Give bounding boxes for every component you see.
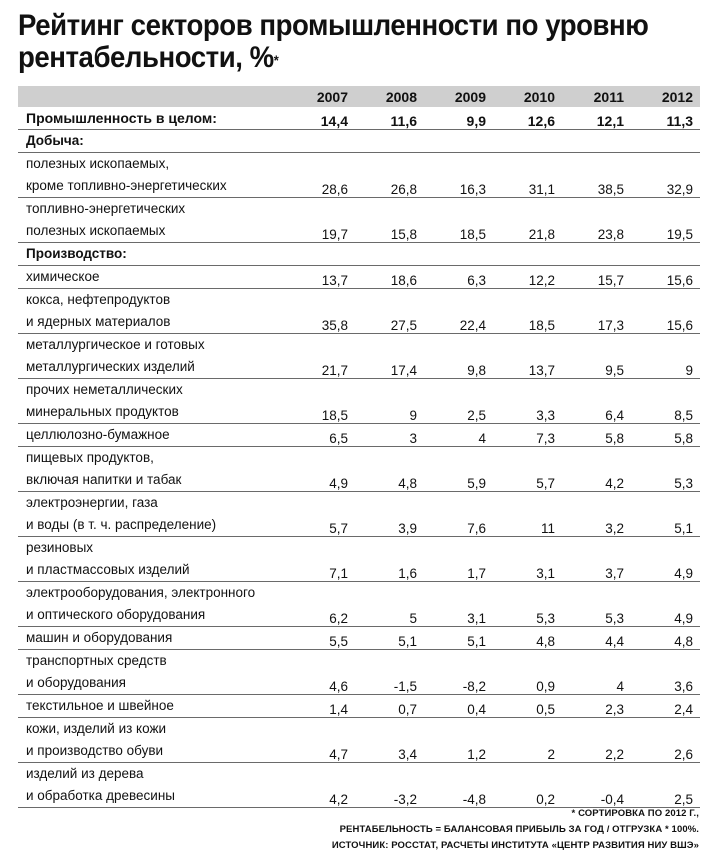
- row-label: [18, 379, 286, 424]
- value-cell-2008: 17,4: [355, 334, 424, 379]
- table-header-row: [18, 86, 700, 107]
- value-cell-2008: 18,6: [355, 266, 424, 289]
- value-cell-2008: 11,6: [355, 107, 424, 130]
- table-row: [18, 198, 700, 243]
- value-cell-2011: 38,5: [562, 153, 631, 198]
- value-cell-2011: 4: [562, 650, 631, 695]
- profitability-table: [18, 86, 700, 808]
- row-label-line: металлургических изделий: [26, 359, 195, 374]
- header-year: 2007: [286, 86, 355, 107]
- page-title: [18, 10, 653, 74]
- value-cell-2012: 2,6: [631, 718, 700, 763]
- value-cell-2010: 2: [493, 718, 562, 763]
- value-cell-2007: 21,7: [286, 334, 355, 379]
- row-label-line: топливно-энергетических: [26, 201, 186, 216]
- value-cell-2008: -3,2: [355, 763, 424, 808]
- value-cell-2011: 3,7: [562, 537, 631, 582]
- value-cell-2007: 13,7: [286, 266, 355, 289]
- value-cell-2010: 3,1: [493, 537, 562, 582]
- value-cell-2007: 5,5: [286, 627, 355, 650]
- row-label: [18, 492, 286, 537]
- row-label-line: Добыча:: [26, 133, 84, 148]
- row-label: [18, 695, 286, 718]
- value-cell-2009: 1,2: [424, 718, 493, 763]
- table-row: [18, 107, 700, 130]
- value-cell-2009: 6,3: [424, 266, 493, 289]
- value-cell-2012: 5,8: [631, 424, 700, 447]
- value-cell-2010: 5,3: [493, 582, 562, 627]
- value-cell-2012: 5,3: [631, 447, 700, 492]
- header-year: 2010: [493, 86, 562, 107]
- value-cell-2007: [286, 130, 355, 153]
- value-cell-2007: 4,6: [286, 650, 355, 695]
- value-cell-2012: [631, 130, 700, 153]
- value-cell-2010: 18,5: [493, 289, 562, 334]
- row-label: [18, 650, 286, 695]
- value-cell-2012: 11,3: [631, 107, 700, 130]
- value-cell-2010: 21,8: [493, 198, 562, 243]
- value-cell-2011: 2,2: [562, 718, 631, 763]
- row-label-line: машин и оборудования: [26, 630, 173, 645]
- value-cell-2012: 2,5: [631, 763, 700, 808]
- row-label: [18, 763, 286, 808]
- footnote-source: ИСТОЧНИК: РОССТАТ, РАСЧЕТЫ ИНСТИТУТА «ЦЕНТР РАЗВИТИЯ НИУ ВШЭ»: [331, 840, 699, 851]
- value-cell-2008: 3: [355, 424, 424, 447]
- row-label-line: полезных ископаемых,: [26, 156, 170, 171]
- value-cell-2008: 5: [355, 582, 424, 627]
- value-cell-2010: 3,3: [493, 379, 562, 424]
- row-label: [18, 289, 286, 334]
- row-label: [18, 130, 286, 153]
- value-cell-2007: 4,7: [286, 718, 355, 763]
- value-cell-2010: 4,8: [493, 627, 562, 650]
- value-cell-2007: 7,1: [286, 537, 355, 582]
- value-cell-2008: 5,1: [355, 627, 424, 650]
- row-label-line: полезных ископаемых: [26, 223, 166, 238]
- row-label-line: кожи, изделий из кожи: [26, 721, 167, 736]
- table-row: [18, 266, 700, 289]
- value-cell-2008: 9: [355, 379, 424, 424]
- header-label-cell: [18, 86, 286, 107]
- value-cell-2007: 18,5: [286, 379, 355, 424]
- value-cell-2007: 28,6: [286, 153, 355, 198]
- row-label-line: целлюлозно-бумажное: [26, 427, 170, 442]
- header-year: 2011: [562, 86, 631, 107]
- value-cell-2010: 13,7: [493, 334, 562, 379]
- value-cell-2010: 5,7: [493, 447, 562, 492]
- value-cell-2012: 19,5: [631, 198, 700, 243]
- value-cell-2011: [562, 243, 631, 266]
- value-cell-2011: 9,5: [562, 334, 631, 379]
- value-cell-2010: 12,6: [493, 107, 562, 130]
- value-cell-2012: 32,9: [631, 153, 700, 198]
- row-label-line: включая напитки и табак: [26, 472, 182, 487]
- value-cell-2012: 9: [631, 334, 700, 379]
- value-cell-2009: 18,5: [424, 198, 493, 243]
- value-cell-2008: 3,4: [355, 718, 424, 763]
- value-cell-2011: 6,4: [562, 379, 631, 424]
- row-label-line: электроэнергии, газа: [26, 495, 158, 510]
- row-label-line: и производство обуви: [26, 743, 164, 758]
- value-cell-2009: 9,8: [424, 334, 493, 379]
- value-cell-2009: 5,9: [424, 447, 493, 492]
- value-cell-2011: 5,8: [562, 424, 631, 447]
- value-cell-2008: 3,9: [355, 492, 424, 537]
- value-cell-2010: 0,2: [493, 763, 562, 808]
- value-cell-2009: 3,1: [424, 582, 493, 627]
- row-label-line: Производство:: [26, 246, 127, 261]
- table-row: [18, 718, 700, 763]
- row-label-line: и обработка древесины: [26, 788, 176, 803]
- value-cell-2011: 15,7: [562, 266, 631, 289]
- value-cell-2009: 1,7: [424, 537, 493, 582]
- row-label-line: кокса, нефтепродуктов: [26, 292, 171, 307]
- value-cell-2008: 4,8: [355, 447, 424, 492]
- row-label-line: и воды (в т. ч. распределение): [26, 517, 217, 532]
- value-cell-2008: 15,8: [355, 198, 424, 243]
- row-label-line: резиновых: [26, 540, 94, 555]
- value-cell-2012: 15,6: [631, 266, 700, 289]
- row-label-line: изделий из дерева: [26, 766, 144, 781]
- row-label-line: и пластмассовых изделий: [26, 562, 190, 577]
- value-cell-2009: 0,4: [424, 695, 493, 718]
- value-cell-2011: 23,8: [562, 198, 631, 243]
- row-label: [18, 718, 286, 763]
- row-label-line: транспортных средств: [26, 653, 167, 668]
- value-cell-2011: 4,2: [562, 447, 631, 492]
- table-row: [18, 153, 700, 198]
- title-line-2: рентабельности, %: [18, 41, 274, 74]
- value-cell-2011: 2,3: [562, 695, 631, 718]
- value-cell-2008: -1,5: [355, 650, 424, 695]
- value-cell-2009: 2,5: [424, 379, 493, 424]
- title-footnote-mark: *: [273, 52, 279, 68]
- row-label-line: минеральных продуктов: [26, 404, 179, 419]
- table-row: [18, 492, 700, 537]
- value-cell-2010: 31,1: [493, 153, 562, 198]
- value-cell-2008: 0,7: [355, 695, 424, 718]
- row-label-line: химическое: [26, 269, 100, 284]
- table-body: [18, 107, 700, 808]
- row-label: [18, 582, 286, 627]
- value-cell-2011: 17,3: [562, 289, 631, 334]
- value-cell-2008: [355, 130, 424, 153]
- value-cell-2012: 3,6: [631, 650, 700, 695]
- row-label: [18, 243, 286, 266]
- value-cell-2007: 4,9: [286, 447, 355, 492]
- value-cell-2012: 4,9: [631, 582, 700, 627]
- value-cell-2012: 4,9: [631, 537, 700, 582]
- table-row: [18, 289, 700, 334]
- value-cell-2011: -0,4: [562, 763, 631, 808]
- value-cell-2012: 4,8: [631, 627, 700, 650]
- row-label-line: металлургическое и готовых: [26, 337, 205, 352]
- row-label: [18, 153, 286, 198]
- table-row: [18, 582, 700, 627]
- table-row: [18, 650, 700, 695]
- row-label-line: и оптического оборудования: [26, 607, 206, 622]
- header-year: 2008: [355, 86, 424, 107]
- value-cell-2007: 6,5: [286, 424, 355, 447]
- value-cell-2012: 2,4: [631, 695, 700, 718]
- value-cell-2009: 16,3: [424, 153, 493, 198]
- row-label: [18, 424, 286, 447]
- table-row: [18, 379, 700, 424]
- value-cell-2007: 5,7: [286, 492, 355, 537]
- value-cell-2010: 0,9: [493, 650, 562, 695]
- value-cell-2009: -4,8: [424, 763, 493, 808]
- table-row: [18, 447, 700, 492]
- header-year: 2012: [631, 86, 700, 107]
- value-cell-2009: [424, 130, 493, 153]
- value-cell-2011: 5,3: [562, 582, 631, 627]
- value-cell-2009: 4: [424, 424, 493, 447]
- value-cell-2010: [493, 243, 562, 266]
- table-section-row: [18, 243, 700, 266]
- row-label: [18, 107, 286, 130]
- value-cell-2012: 5,1: [631, 492, 700, 537]
- value-cell-2011: 3,2: [562, 492, 631, 537]
- row-label-line: прочих неметаллических: [26, 382, 183, 397]
- row-label-line: электрооборудования, электронного: [26, 585, 256, 600]
- value-cell-2009: -8,2: [424, 650, 493, 695]
- value-cell-2012: 8,5: [631, 379, 700, 424]
- value-cell-2008: 27,5: [355, 289, 424, 334]
- row-label: [18, 627, 286, 650]
- value-cell-2009: [424, 243, 493, 266]
- value-cell-2008: [355, 243, 424, 266]
- value-cell-2010: 12,2: [493, 266, 562, 289]
- value-cell-2008: 1,6: [355, 537, 424, 582]
- value-cell-2011: 12,1: [562, 107, 631, 130]
- row-label: [18, 198, 286, 243]
- footnote-formula: РЕНТАБЕЛЬНОСТЬ = БАЛАНСОВАЯ ПРИБЫЛЬ ЗА ГОД / ОТГРУЗКА * 100%.: [339, 824, 699, 835]
- value-cell-2010: [493, 130, 562, 153]
- row-label-line: пищевых продуктов,: [26, 450, 154, 465]
- header-year: 2009: [424, 86, 493, 107]
- value-cell-2010: 0,5: [493, 695, 562, 718]
- value-cell-2012: 15,6: [631, 289, 700, 334]
- row-label: [18, 447, 286, 492]
- value-cell-2009: 5,1: [424, 627, 493, 650]
- value-cell-2011: [562, 130, 631, 153]
- value-cell-2010: 11: [493, 492, 562, 537]
- table-row: [18, 537, 700, 582]
- row-label: [18, 334, 286, 379]
- table-row: [18, 627, 700, 650]
- value-cell-2007: 35,8: [286, 289, 355, 334]
- value-cell-2007: 1,4: [286, 695, 355, 718]
- value-cell-2008: 26,8: [355, 153, 424, 198]
- value-cell-2010: 7,3: [493, 424, 562, 447]
- table-row: [18, 334, 700, 379]
- row-label: [18, 266, 286, 289]
- table-row: [18, 695, 700, 718]
- value-cell-2007: 14,4: [286, 107, 355, 130]
- footnote-sorting: * СОРТИРОВКА ПО 2012 Г.,: [571, 808, 699, 819]
- value-cell-2009: 9,9: [424, 107, 493, 130]
- footnotes: [332, 806, 699, 854]
- table-row: [18, 763, 700, 808]
- row-label-line: и оборудования: [26, 675, 126, 690]
- value-cell-2007: 4,2: [286, 763, 355, 808]
- row-label-line: текстильное и швейное: [26, 698, 174, 713]
- row-label: [18, 537, 286, 582]
- value-cell-2009: 22,4: [424, 289, 493, 334]
- value-cell-2007: [286, 243, 355, 266]
- title-line-1: Рейтинг секторов промышленности по уровню: [18, 9, 649, 42]
- row-label-line: Промышленность в целом:: [26, 110, 217, 126]
- table-row: [18, 424, 700, 447]
- table-section-row: [18, 130, 700, 153]
- value-cell-2007: 6,2: [286, 582, 355, 627]
- value-cell-2007: 19,7: [286, 198, 355, 243]
- row-label-line: и ядерных материалов: [26, 314, 171, 329]
- value-cell-2012: [631, 243, 700, 266]
- row-label-line: кроме топливно-энергетических: [26, 178, 227, 193]
- value-cell-2009: 7,6: [424, 492, 493, 537]
- value-cell-2011: 4,4: [562, 627, 631, 650]
